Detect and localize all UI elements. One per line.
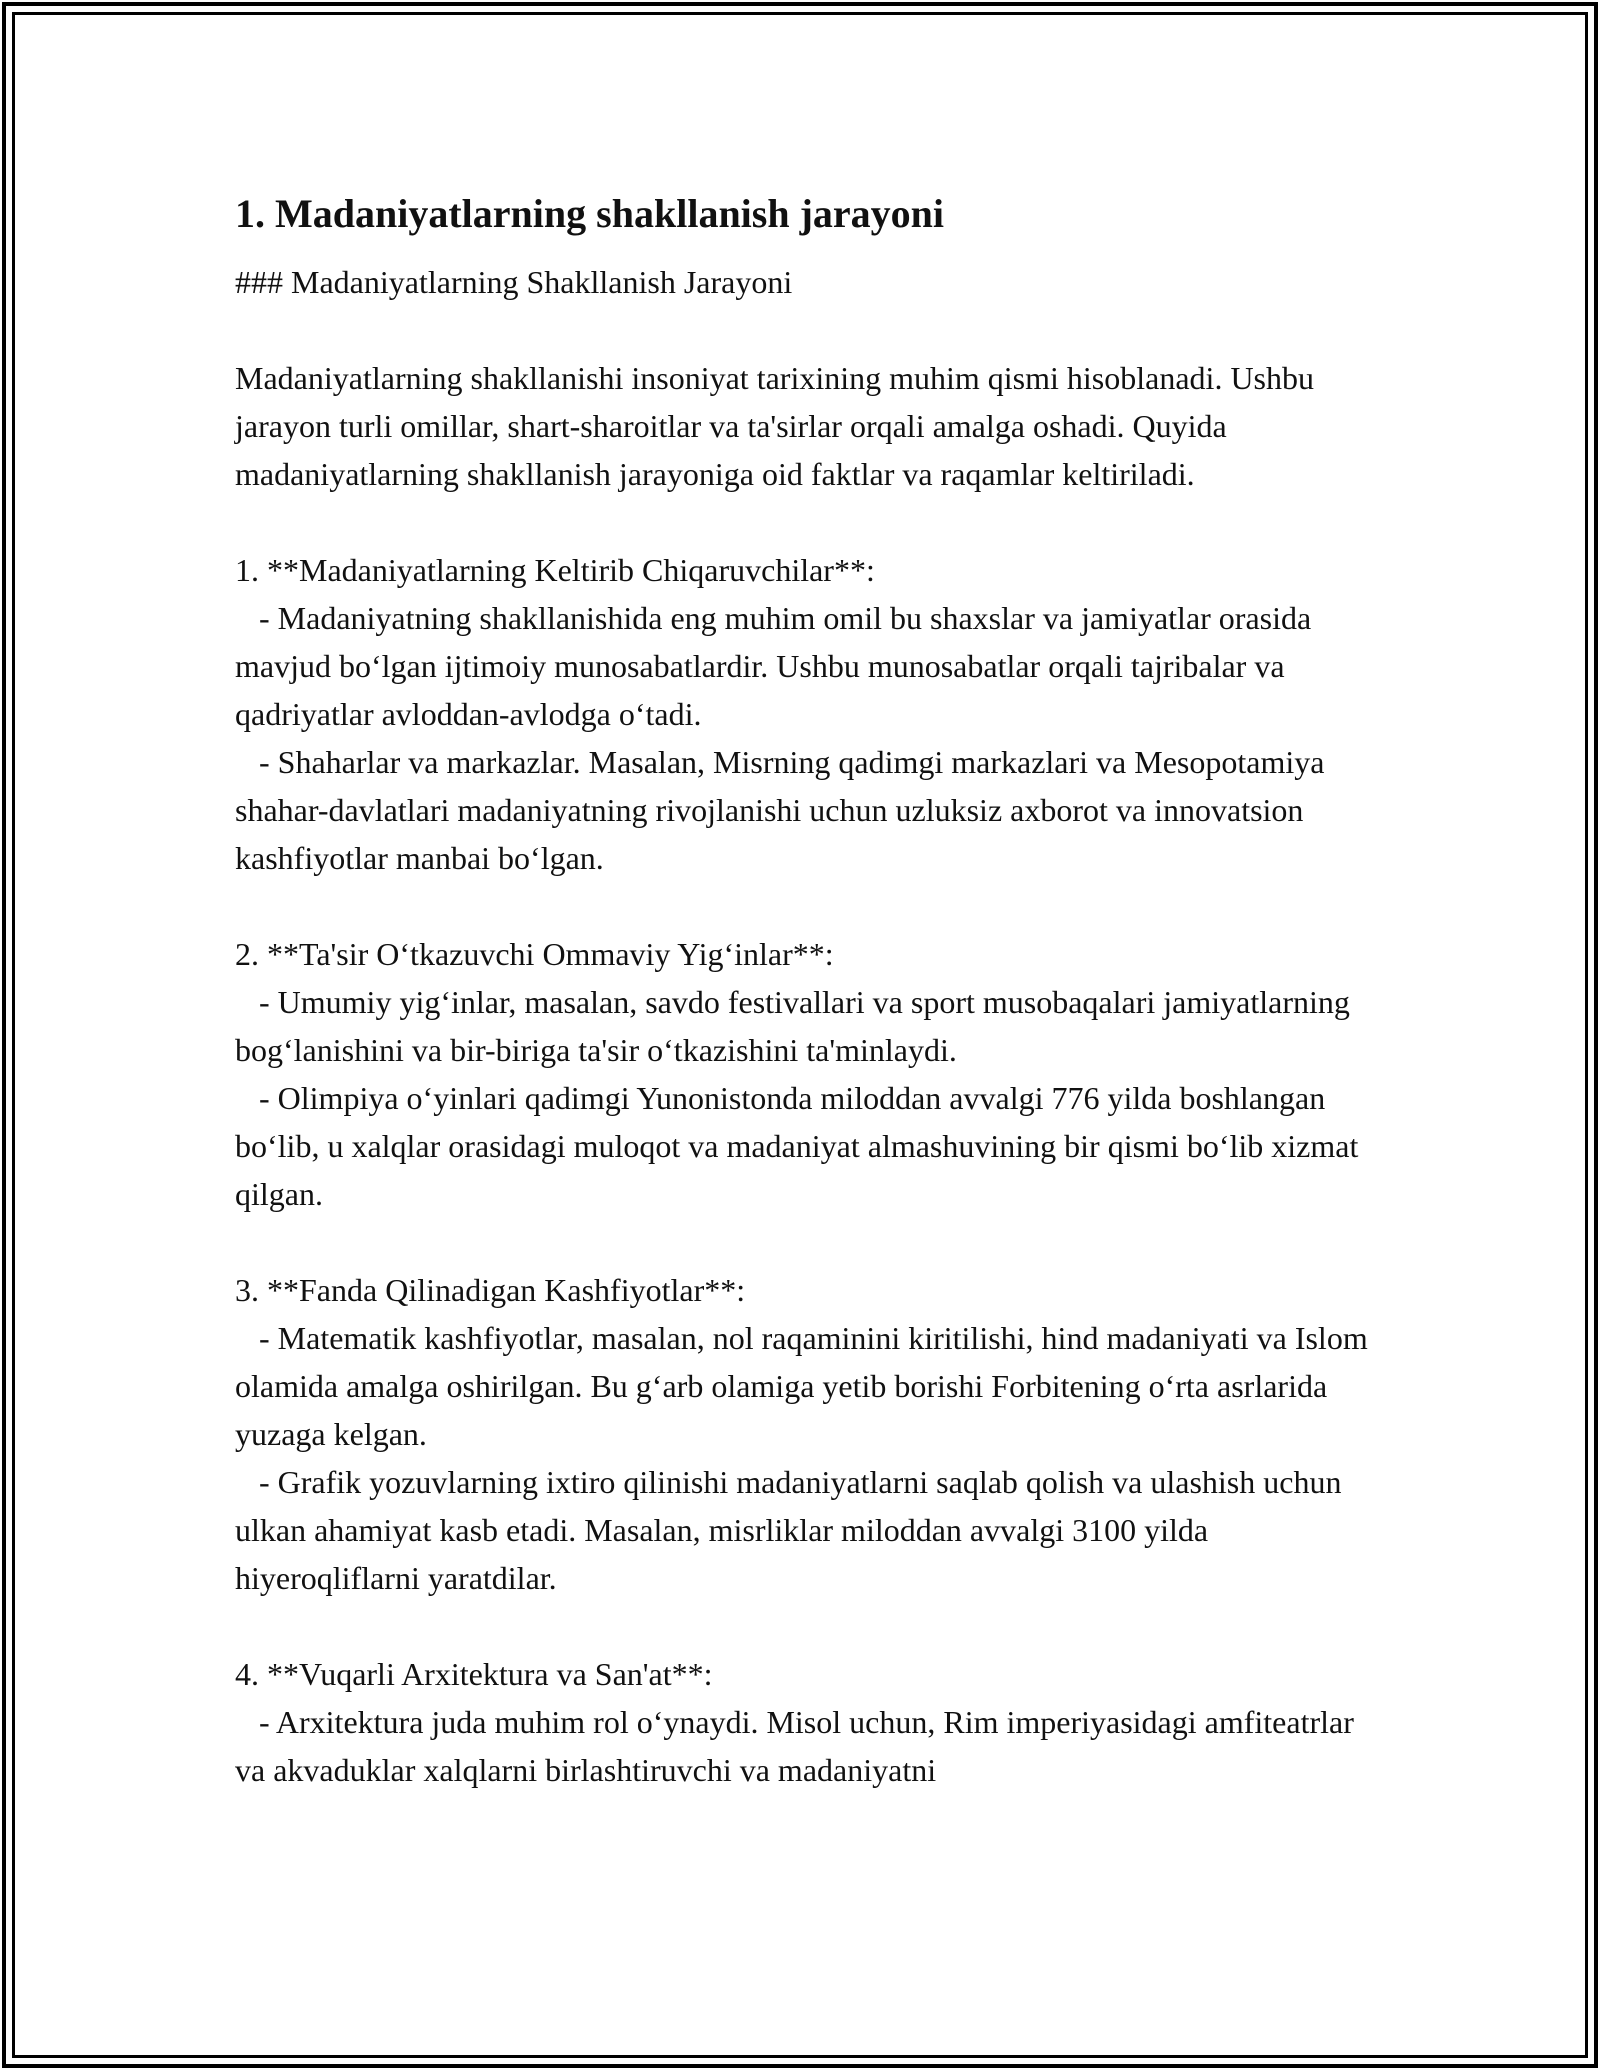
document-title: 1. Madaniyatlarning shakllanish jarayoni xyxy=(235,191,945,236)
section-bullet xyxy=(235,738,1375,882)
bullet-text: - Umumiy yig‘inlar, masalan, savdo festivallari va sport musobaqalari jamiyatlarning bog‘lanishini va bir-biriga ta'sir o‘tkazishini ta'minlaydi. xyxy=(235,984,1350,1068)
section-heading: 1. **Madaniyatlarning Keltirib Chiqaruvchilar**: xyxy=(235,552,875,588)
section-heading: 3. **Fanda Qilinadigan Kashfiyotlar**: xyxy=(235,1272,746,1308)
section-bullet xyxy=(235,978,1375,1074)
section-3 xyxy=(235,1266,1375,1602)
section-heading: 4. **Vuqarli Arxitektura va San'at**: xyxy=(235,1656,713,1692)
section-1 xyxy=(235,546,1375,882)
document-subtitle: ### Madaniyatlarning Shakllanish Jarayoni xyxy=(235,264,793,300)
bullet-text: - Matematik kashfiyotlar, masalan, nol raqaminini kiritilishi, hind madaniyati va Islom olamida amalga oshirilgan. Bu g‘arb olamiga yetib borishi Forbitening o‘rta asrlarida yuzaga kelgan. xyxy=(235,1320,1368,1452)
bullet-text: - Madaniyatning shakllanishida eng muhim omil bu shaxslar va jamiyatlar orasida mavjud bo‘lgan ijtimoiy munosabatlardir. Ushbu munosabatlar orqali tajribalar va qadriyatlar avloddan-avlodga o‘tadi. xyxy=(235,600,1312,732)
bullet-text: - Shaharlar va markazlar. Masalan, Misrning qadimgi markazlari va Mesopotamiya shahar-davlatlari madaniyatning rivojlanishi uchun uzluksiz axborot va innovatsion kashfiyotlar manbai bo‘lgan. xyxy=(235,744,1325,876)
bullet-text: - Arxitektura juda muhim rol o‘ynaydi. Misol uchun, Rim imperiyasidagi amfiteatrlar va akvaduklar xalqlarni birlashtiruvchi va madaniyatni xyxy=(235,1704,1354,1788)
section-bullet xyxy=(235,1074,1375,1218)
intro-paragraph: Madaniyatlarning shakllanishi insoniyat tarixining muhim qismi hisoblanadi. Ushbu jarayon turli omillar, shart-sharoitlar va ta'sirlar orqali amalga oshadi. Quyida madaniyatlarning shakllanish jarayoniga oid faktlar va raqamlar keltiriladi. xyxy=(235,360,1314,492)
bullet-text: - Grafik yozuvlarning ixtiro qilinishi madaniyatlarni saqlab qolish va ulashish uchun ulkan ahamiyat kasb etadi. Masalan, misrliklar miloddan avvalgi 3100 yilda hiyeroqliflarni yaratdilar. xyxy=(235,1464,1342,1596)
section-4 xyxy=(235,1650,1375,1794)
bullet-text: - Olimpiya o‘yinlari qadimgi Yunonistonda miloddan avvalgi 776 yilda boshlangan bo‘lib, u xalqlar orasidagi muloqot va madaniyat almashuvining bir qismi bo‘lib xizmat qilgan. xyxy=(235,1080,1359,1212)
section-bullet xyxy=(235,594,1375,738)
document-body xyxy=(235,186,1375,1794)
section-bullet xyxy=(235,1698,1375,1794)
section-2 xyxy=(235,930,1375,1218)
section-bullet xyxy=(235,1314,1375,1458)
section-heading: 2. **Ta'sir O‘tkazuvchi Ommaviy Yig‘inlar**: xyxy=(235,936,834,972)
section-bullet xyxy=(235,1458,1375,1602)
